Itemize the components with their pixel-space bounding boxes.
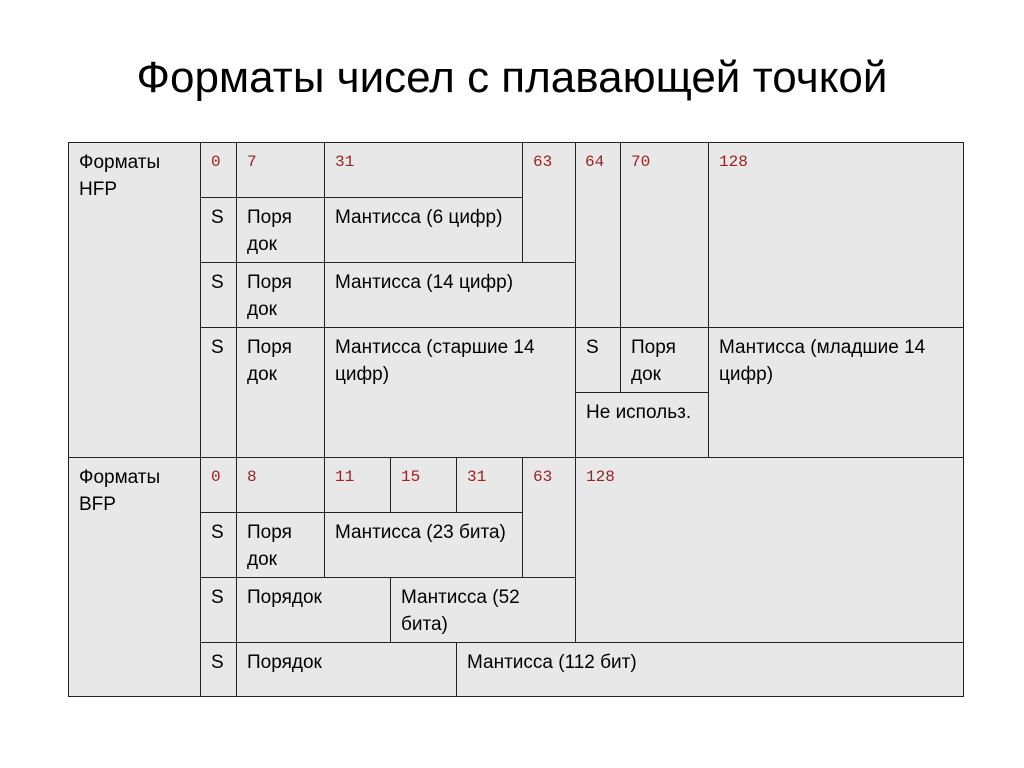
hfp-ext-sign: S (200, 327, 237, 458)
hfp-ext-mantissa-high: Мантисса (старшие 14 цифр) (324, 327, 576, 458)
float-formats-table (68, 142, 964, 697)
hfp-ext-sign-2: S (575, 327, 621, 393)
bfp-bit-31: 31 (456, 457, 523, 513)
bfp-quad-exponent: Порядок (236, 642, 457, 697)
bfp-bit-63: 63 (522, 457, 576, 578)
bfp-single-mantissa: Мантисса (23 бита) (324, 512, 523, 578)
hfp-ext-mantissa-low: Мантисса (младшие 14 цифр) (708, 327, 964, 458)
bfp-double-sign: S (200, 577, 237, 643)
bfp-double-mantissa: Мантисса (52 бита) (390, 577, 576, 643)
bfp-bit-128: 128 (575, 457, 964, 643)
bfp-single-exponent: Поря док (236, 512, 325, 578)
bfp-label: Форматы BFP (68, 457, 201, 697)
bfp-bit-8: 8 (236, 457, 325, 513)
bfp-single-sign: S (200, 512, 237, 578)
hfp-bit-0: 0 (200, 142, 237, 198)
hfp-short-exponent: Поря док (236, 197, 325, 263)
hfp-bit-7: 7 (236, 142, 325, 198)
bfp-quad-mantissa: Мантисса (112 бит) (456, 642, 964, 697)
hfp-bit-64: 64 (575, 142, 621, 328)
bfp-bit-11: 11 (324, 457, 391, 513)
hfp-ext-exponent-2: Поря док (620, 327, 709, 393)
bfp-bit-0: 0 (200, 457, 237, 513)
hfp-bit-63: 63 (522, 142, 576, 263)
slide-title: Форматы чисел с плавающей точкой (136, 53, 888, 102)
hfp-long-exponent: Поря док (236, 262, 325, 328)
hfp-long-mantissa: Мантисса (14 цифр) (324, 262, 576, 328)
hfp-short-sign: S (200, 197, 237, 263)
hfp-bit-128: 128 (708, 142, 964, 328)
hfp-ext-exponent: Поря док (236, 327, 325, 458)
hfp-short-mantissa: Мантисса (6 цифр) (324, 197, 523, 263)
hfp-bit-70: 70 (620, 142, 709, 328)
bfp-bit-15: 15 (390, 457, 457, 513)
bfp-double-exponent: Порядок (236, 577, 391, 643)
hfp-ext-unused: Не использ. (575, 392, 709, 458)
hfp-label: Форматы HFP (68, 142, 201, 458)
bfp-quad-sign: S (200, 642, 237, 697)
hfp-bit-31: 31 (324, 142, 523, 198)
hfp-long-sign: S (200, 262, 237, 328)
